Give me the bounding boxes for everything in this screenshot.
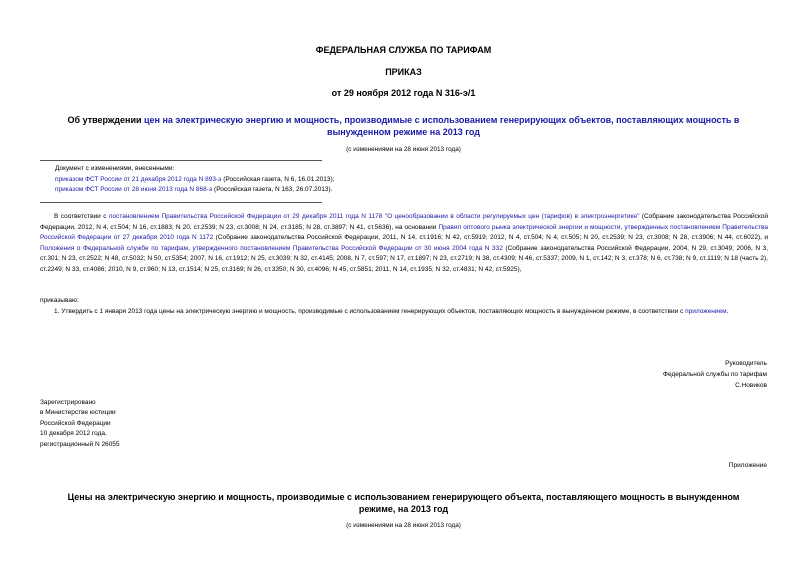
document-title bbox=[60, 114, 747, 138]
appendix-amendments: (с изменениями на 28 июня 2013 года) bbox=[346, 522, 461, 529]
title-prefix: Об утверждении bbox=[67, 115, 145, 125]
signature-position: Руководитель bbox=[725, 360, 767, 367]
signature-name: С.Новиков bbox=[735, 382, 767, 389]
preamble-text-c: (Собрание законодательства Российской Федерации, 2011, N 14, ст.1916; N 42, ст.5919; 2012, N 4, ст.504; N 4, ст.505; N 20, ст.2539; N 23, ст.3008; N 28, ст.3906; N 44, ст.6022), и bbox=[213, 234, 768, 242]
date-number-heading: от 29 ноября 2012 года N 316-э/1 bbox=[331, 88, 476, 98]
agency-heading: ФЕДЕРАЛЬНАЯ СЛУЖБА ПО ТАРИФАМ bbox=[315, 45, 492, 55]
preamble-text-d: (Собрание законодательства Российской Федерации, 2004, N 29, ст.3049; 2006, N 3, ст.301; N 23, ст.2522; N 48, ст.5032; N 50, ст.5354; 2007, N 16, ст.1912; N 25, ст.3039; N 32, ст.4145; 2008, N 7, ст.597; N 17, ст.1897; N 23, ст.2719; N 38, ст.4309; N 46, ст.5337; 2009, N 1, ст.142; N 3, ст.378; N 6, ст.738; N 9, ст.1119; N 18 (часть 2), ст.2249; N 33, ст.4086; 2010, N 9, ст.960; N 13, ст.1514; N 25, ст.3169; N 26, ст.3350; N 30, ст.4096; N 45, ст.5851; 2011, N 14, ст.1935; N 32, ст.4831; N 42, ст.5925), bbox=[40, 244, 769, 273]
registration-line-1: Зарегистрировано bbox=[40, 399, 96, 406]
changes-item-1-text: (Российская газета, N 6, 16.01.2013); bbox=[221, 175, 335, 183]
signature-block bbox=[467, 358, 767, 391]
preamble-text-b: (Собрание законодательства Российской Федерации, 2012, N 4, ст.504; N 16, ст.1883; N 20, ст.2539; N 23, ст.3008; N 24, ст.3185; N 28, ст.3897; N 41, ст.5636), на основании bbox=[40, 213, 768, 231]
appendix-title: Цены на электрическую энергию и мощность, производимые с использованием генерирующего объекта, поставляющего мощность в вынужденном режиме, на 2013 год bbox=[67, 492, 740, 514]
order-word: приказываю: bbox=[40, 297, 79, 304]
changes-block bbox=[55, 164, 355, 196]
changes-item-2 bbox=[55, 185, 355, 196]
divider-bottom bbox=[40, 202, 322, 203]
order-item-1-text: 1. Утвердить с 1 января 2013 года цены на электрическую энергию и мощность, производимые с использованием генерирующих объектов, поставляющих мощность в вынужденном режиме, в соответствии с bbox=[54, 308, 686, 315]
divider-top bbox=[40, 160, 322, 161]
doc-type-heading: ПРИКАЗ bbox=[385, 67, 422, 77]
preamble-text-a: В соответствии с bbox=[54, 213, 109, 220]
changes-item-1-link[interactable]: приказом ФСТ России от 21 декабря 2012 года N 893-э bbox=[55, 175, 222, 183]
fst-regulation-link[interactable]: Положения о Федеральной службе по тарифам, утвержденного постановлением Правительства Российской Федерации от 30 июня 2004 года N 332 bbox=[40, 244, 503, 252]
changes-intro: Документ с изменениями, внесенными: bbox=[55, 165, 175, 172]
registration-line-5: регистрационный N 26055 bbox=[40, 440, 120, 448]
changes-item-2-link[interactable]: приказом ФСТ России от 28 июня 2013 года N 868-э bbox=[55, 186, 213, 194]
changes-item-2-text: (Российская газета, N 163, 26.07.2013). bbox=[212, 186, 333, 194]
registration-block bbox=[40, 398, 240, 450]
appendix-link[interactable]: приложением bbox=[685, 308, 727, 315]
signature-agency: Федеральной службы по тарифам bbox=[663, 371, 767, 378]
appendix-label: Приложение bbox=[728, 462, 767, 469]
changes-item-1 bbox=[55, 175, 355, 186]
preamble-paragraph bbox=[40, 212, 768, 276]
title-amendments: (с изменениями на 28 июня 2013 года) bbox=[346, 146, 461, 153]
order-item-1 bbox=[40, 307, 768, 318]
decree-1178-link[interactable]: постановлением Правительства Российской Федерации от 29 декабря 2011 года N 1178 "О ценообразовании в области регулируемых цен (тарифов) в электроэнергетике" bbox=[108, 213, 640, 220]
order-item-1-end: . bbox=[726, 308, 729, 315]
registration-line-2: в Министерстве юстиции bbox=[40, 409, 116, 417]
registration-line-4: 10 декабря 2012 года, bbox=[40, 430, 107, 438]
title-link[interactable]: цен на электрическую энергию и мощность, производимые с использованием генерирующих объектов, поставляющих мощность в вынужденном режиме на 2013 год bbox=[144, 115, 740, 137]
registration-line-3: Российской Федерации bbox=[40, 419, 111, 427]
market-rules-link[interactable]: Правил оптового рынка электрической энергии и мощности, утвержденных постановлением Правительства Российской Федерации от 27 декабря 2010 года N 1172 bbox=[40, 223, 768, 242]
